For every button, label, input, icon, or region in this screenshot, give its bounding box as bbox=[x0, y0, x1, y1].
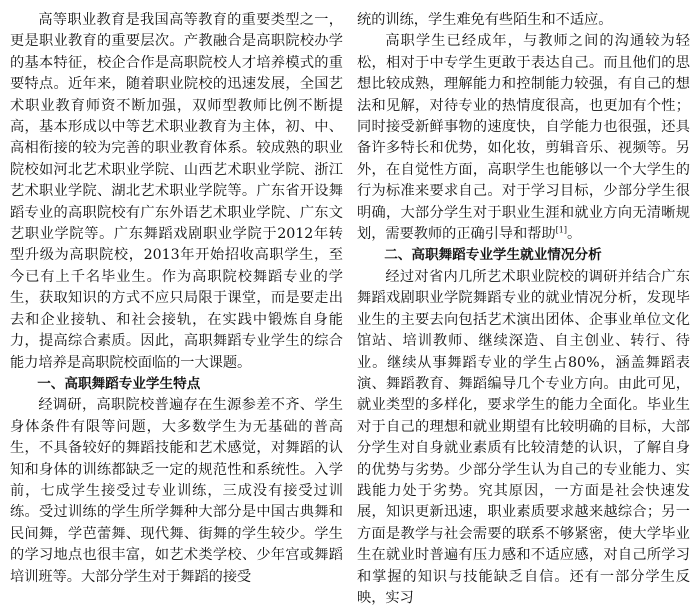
sentence-end: 。 bbox=[566, 226, 582, 243]
student-maturity-paragraph bbox=[357, 31, 690, 245]
section-heading-2: 二、高职舞蹈专业学生就业情况分析 bbox=[384, 247, 602, 264]
left-column bbox=[10, 10, 343, 585]
employment-paragraph: 经过对省内几所艺术职业院校的调研并结合广东舞蹈戏剧职业学院舞蹈专业的就业情况分析，发现毕业生的主要去向包括艺术演出团体、企事业单位文化馆站、培训教师、继续深造、自主创业、转行、待业。继续从事舞蹈专业的学生占80%，涵盖舞蹈表演、舞蹈教育、舞蹈编导几个专业方向。由此可见，就业类型的多样化，要求学生的能力全面化。毕业生对于自己的理想和就业期望有比较明确的目标，大部分学生对自身就业素质有比较清楚的认识，了解自身的优势与劣势。少部分学生认为自己的专业能力、实践能力处于劣势。究其原因，一方面是社会快速发展，知识更新迅速，职业素质要求越来越综合；另一方面是教学与社会需要的联系不够紧密，使大学毕业生在就业时普遍有压力感和不适应感，对自己所学习和掌握的知识与技能缺乏自信。还有一部分学生反映，实习 bbox=[357, 268, 690, 606]
continued-paragraph: 统的训练，学生难免有些陌生和不适应。 bbox=[357, 12, 613, 28]
student-maturity-text: 高职学生已经成年，与教师之间的沟通较为轻松，相对于中专学生更敢于表达自己。而且他们的思想比较成熟，理解能力和控制能力较强，有自己的想法和见解，对待专业的热情度很高，也更加有个性；同时接受新鲜事物的速度快，自学能力也很强，还具备许多特长和优势，如化妆，剪辑音乐、视频等。另外，在自觉性方面，高职学生也能够以一个大学生的行为标准来要求自己。对于学习目标，少部分学生很明确，大部分学生对于职业生涯和就业方向无清晰规划，需要教师的正确引导和帮助 bbox=[357, 33, 690, 243]
reference-mark: [1] bbox=[555, 225, 567, 235]
right-column bbox=[357, 10, 690, 606]
intro-paragraph: 高等职业教育是我国高等教育的重要类型之一，更是职业教育的重要层次。产教融合是高职院校办学的基本特征，校企合作是高职院校人才培养模式的重要特点。近年来，随着职业院校的迅速发展，全国艺术职业教育师资不断加强，双师型教师比例不断提高，基本形成以中等艺术职业教育为主体，初、中、高相衔接的较为完善的职业教育体系。较成熟的职业院校如河北艺术职业学院、山西艺术职业学院、浙江艺术职业学院、湖北艺术职业学院等。广东省开设舞蹈专业的高职院校有广东外语艺术职业学院、广东文艺职业学院等。广东舞蹈戏剧职业学院于2012年转型升级为高职院校，2013年开始招收高职学生，至今已有上千名毕业生。作为高职院校舞蹈专业的学生，获取知识的方式不应只局限于课堂，而是要走出去和企业接轨、和社会接轨，在实践中锻炼自身能力，提高综合素质。因此，高职舞蹈专业学生的综合能力培养是高职院校面临的一大课题。 bbox=[10, 12, 343, 371]
section-heading-1: 一、高职舞蹈专业学生特点 bbox=[37, 375, 201, 392]
student-traits-paragraph: 经调研，高职院校普遍存在生源参差不齐、学生身体条件有限等问题，大多数学生为无基础的普高生，不具备较好的舞蹈技能和艺术感觉，对舞蹈的认知和身体的训练都缺乏一定的规范性和系统性。入学前，七成学生接受过专业训练，三成没有接受过训练。受过训练的学生所学舞种大部分是中国古典舞和民间舞，学芭蕾舞、现代舞、街舞的学生较少。学生的学习地点也很丰富，如艺术类学校、少年宫或舞蹈培训班等。大部分学生对于舞蹈的接受 bbox=[10, 397, 343, 585]
